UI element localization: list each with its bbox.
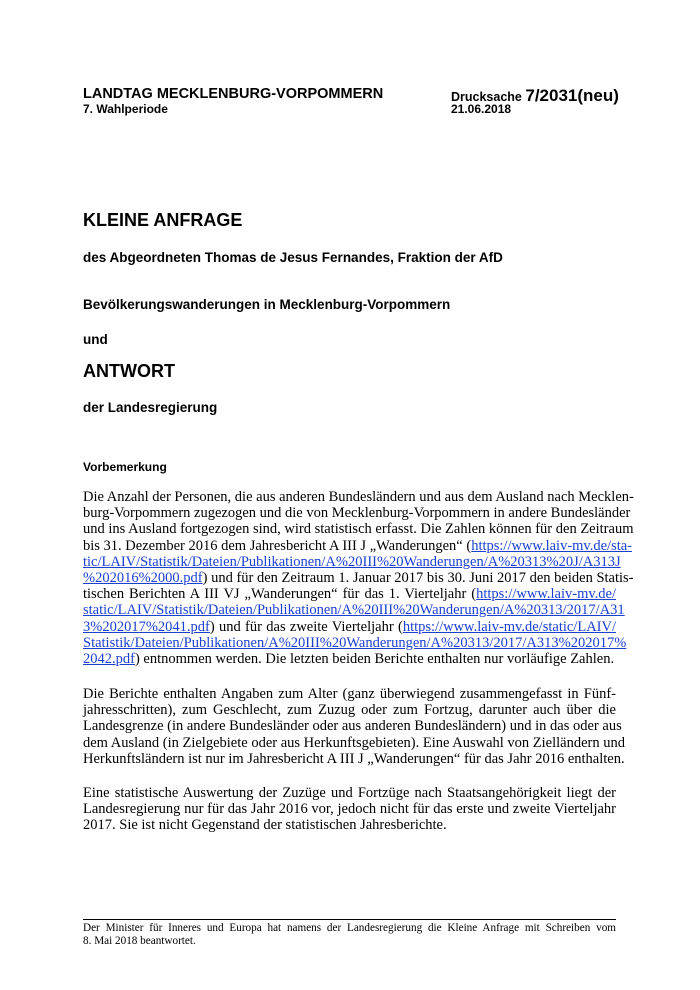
report-link-annual[interactable]: %202016%2000.pdf [83, 570, 203, 587]
document-date: 21.06.2018 [451, 102, 512, 116]
footnote [83, 922, 616, 948]
footnote-line: 8. Mai 2018 beantwortet. [83, 935, 196, 947]
antwort-heading: ANTWORT [83, 361, 175, 381]
paragraph-line [83, 553, 621, 570]
report-link-annual[interactable]: tic/LAIV/Statistik/Dateien/Publikationen/A%20III%20Wanderungen/A%20313%20J/A313J [83, 553, 621, 570]
subject-line: Bevölkerungswanderungen in Mecklenburg-Vorpommern [83, 297, 451, 312]
report-link-annual[interactable]: https://www.laiv-mv.de/sta- [471, 537, 633, 554]
paragraph-line: Die Anzahl der Personen, die aus anderen Bundesländern und aus dem Ausland nach Mecklen- [83, 489, 634, 505]
text-run: ) entnommen werden. Die letzten beiden Berichte enthalten nur vorläufige Zahlen. [134, 651, 615, 668]
und-connector: und [83, 332, 108, 347]
vorbemerkung-paragraph-2 [83, 686, 625, 767]
text-run: bis 31. Dezember 2016 dem Jahresbericht A III J „Wanderungen“ ( [83, 537, 472, 554]
vorbemerkung-label: Vorbemerkung [83, 460, 167, 474]
paragraph-line [83, 634, 627, 651]
paragraph-line: dem Ausland (in Zielgebiete oder aus Herkunftsgebieten). Eine Auswahl von Zielländern und [83, 734, 625, 751]
paragraph-line: Eine statistische Auswertung der Zuzüge und Fortzüge nach Staatsangehörigkeit liegt der [83, 785, 616, 801]
paragraph-line: 2017. Sie ist nicht Gegenstand der statistischen Jahresberichte. [83, 817, 447, 834]
responder-line: der Landesregierung [83, 400, 218, 415]
paragraph-line: Herkunftsländern ist nur im Jahresbericht A III J „Wanderungen“ für das Jahr 2016 enthalten. [83, 750, 625, 767]
text-run: tischen Berichten A III VJ „Wanderungen“ für das 1. Vierteljahr ( [83, 586, 477, 603]
author-line: des Abgeordneten Thomas de Jesus Fernandes, Fraktion der AfD [83, 250, 503, 265]
document-number-value: 7/2031(neu) [525, 86, 619, 105]
report-link-q2[interactable]: Statistik/Dateien/Publikationen/A%20III%20Wanderungen/A%20313/2017/A313%202017% [83, 634, 627, 651]
report-link-q1[interactable]: 3%202017%2041.pdf [83, 618, 210, 635]
legislative-period: 7. Wahlperiode [83, 102, 168, 116]
footnote-line: Der Minister für Inneres und Europa hat namens der Landesregierung die Kleine Anfrage mit Schreiben vom [83, 922, 616, 934]
paragraph-line [83, 602, 625, 619]
text-run: ) und für den Zeitraum 1. Januar 2017 bis 30. Juni 2017 den beiden Statis- [202, 570, 634, 587]
report-link-q1[interactable]: static/LAIV/Statistik/Dateien/Publikationen/A%20III%20Wanderungen/A%20313/2017/A31 [83, 602, 625, 619]
report-link-q1[interactable]: https://www.laiv-mv.de/ [476, 586, 616, 603]
document-number-prefix: Drucksache [451, 90, 526, 104]
paragraph-line [83, 570, 634, 587]
report-link-q2[interactable]: https://www.laiv-mv.de/static/LAIV/ [402, 618, 616, 635]
kleine-anfrage-heading: KLEINE ANFRAGE [83, 210, 243, 230]
parliament-name: LANDTAG MECKLENBURG-VORPOMMERN [83, 86, 384, 102]
paragraph-line [83, 619, 616, 635]
vorbemerkung-paragraph-3 [83, 785, 616, 834]
paragraph-line: jahresschritten), zum Geschlecht, zum Zuzug oder zum Fortzug, darunter auch über die [83, 702, 616, 719]
report-link-q2[interactable]: 2042.pdf [83, 651, 135, 668]
text-run: ) und für das zweite Vierteljahr ( [209, 618, 403, 635]
paragraph-line: Landesregierung nur für das Jahr 2016 vor, jedoch nicht für das erste und zweite Vierteljahr [83, 801, 616, 818]
vorbemerkung-paragraph-1 [83, 489, 634, 668]
paragraph-line [83, 586, 616, 602]
footnote-divider [83, 919, 616, 920]
paragraph-line: Die Berichte enthalten Angaben zum Alter (ganz überwiegend zusammengefasst in Fünf- [83, 686, 616, 702]
paragraph-line [83, 651, 616, 667]
paragraph-line: Landesgrenze (in andere Bundesländer oder aus anderen Bundesländern) und in das oder aus [83, 718, 622, 735]
paragraph-line [83, 537, 633, 554]
paragraph-line: und ins Ausland fortgezogen sind, wird statistisch erfasst. Die Zahlen können für den Zeitraum [83, 521, 634, 538]
paragraph-line: burg-Vorpommern zugezogen und die von Mecklenburg-Vorpommern in andere Bundesländer [83, 505, 631, 522]
